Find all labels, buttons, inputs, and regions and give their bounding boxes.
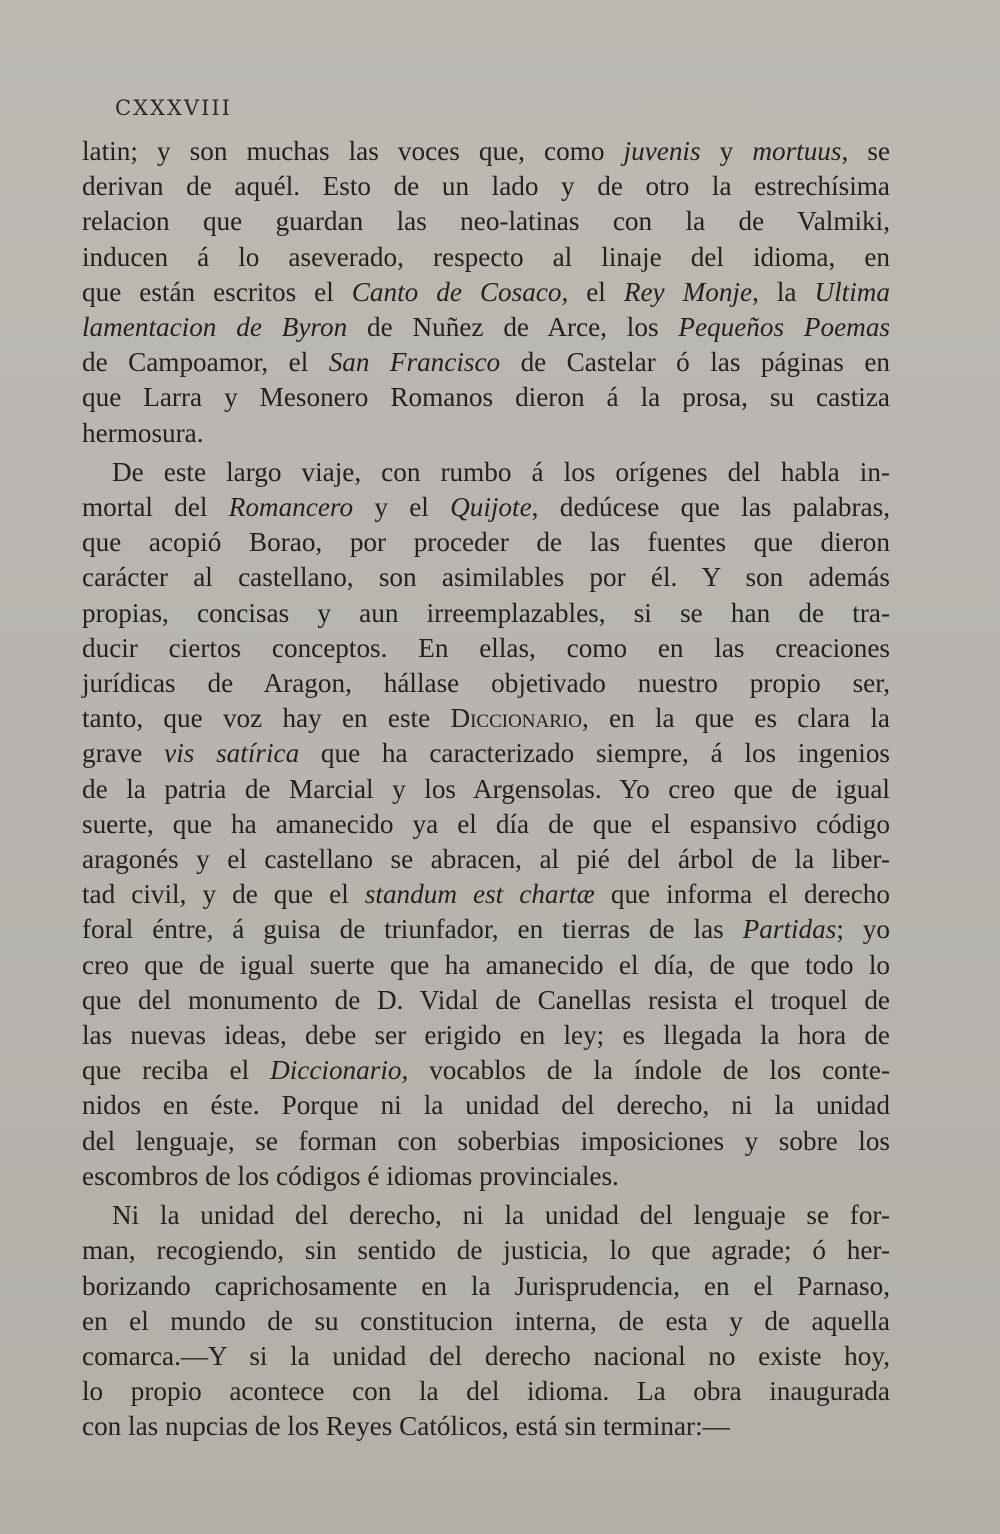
- text-run: , dedúcese que las palabras,: [531, 492, 890, 523]
- text-line: [82, 1053, 890, 1088]
- text-run: las nuevas ideas, debe ser erigido en ley; es llegada la hora de: [82, 1020, 890, 1051]
- text-run: grave: [82, 738, 165, 769]
- text-run: tad civil, y de que el: [82, 879, 365, 910]
- italic-title: San Francisco: [328, 347, 501, 378]
- text-run: nidos en éste. Porque ni la unidad del derecho, ni la unidad: [82, 1090, 890, 1121]
- italic-title: lamentacion de Byron: [82, 312, 348, 343]
- italic-title: standum est chartæ: [364, 879, 595, 910]
- text-run: comarca.—Y si la unidad del derecho nacional no existe hoy,: [82, 1340, 890, 1371]
- text-run: vocablos de la índole de los conte-: [408, 1055, 890, 1086]
- text-line: [82, 525, 890, 560]
- text-run: aragonés y el castellano se abracen, al pié del árbol de la liber-: [82, 844, 890, 875]
- text-run: que informa el derecho: [594, 879, 890, 910]
- text-line: [82, 345, 890, 380]
- italic-title: Diccionario,: [270, 1055, 409, 1086]
- text-line: [82, 490, 890, 525]
- text-run: latin; y son muchas las voces que, como: [82, 136, 624, 166]
- paragraph: [82, 455, 890, 1194]
- text-run: , se: [841, 136, 891, 166]
- text-run: en el mundo de su constitucion interna, de esta y de aquella: [82, 1305, 890, 1336]
- text-run: borizando caprichosamente en la Jurisprudencia, en el Parnaso,: [82, 1270, 890, 1301]
- text-line: [82, 240, 890, 275]
- text-line: [82, 416, 890, 451]
- text-line: [82, 1269, 890, 1304]
- text-line: [82, 1018, 890, 1053]
- text-run: inducen á lo aseverado, respecto al linaje del idioma, en: [82, 241, 890, 272]
- italic-title: Canto de Cosaco,: [351, 276, 569, 307]
- text-run: que del monumento de D. Vidal de Canellas resista el troquel de: [82, 984, 890, 1015]
- text-run: jurídicas de Aragon, hállase objetivado nuestro propio ser,: [82, 668, 890, 699]
- text-run: mortal del: [82, 492, 229, 523]
- text-line: [82, 560, 890, 595]
- text-run: ducir ciertos conceptos. En ellas, como en las creaciones: [82, 632, 890, 663]
- text-run: que reciba el: [82, 1055, 271, 1086]
- text-run: con las nupcias de los Reyes Católicos, está sin terminar:—: [82, 1411, 730, 1442]
- text-run: suerte, que ha amanecido ya el día de que el espansivo código: [82, 808, 890, 839]
- text-line: [82, 596, 890, 631]
- italic-title: vis satírica: [164, 738, 300, 769]
- italic-title: Quijote: [450, 492, 532, 523]
- text-line: [82, 877, 890, 912]
- text-line: [82, 1339, 890, 1374]
- text-line: [82, 701, 890, 736]
- text-line: [82, 1159, 890, 1194]
- text-run: hermosura.: [82, 417, 204, 448]
- text-line: [82, 275, 890, 310]
- text-run: que Larra y Mesonero Romanos dieron á la prosa, su castiza: [82, 382, 890, 413]
- text-line: [82, 1124, 890, 1159]
- text-line: [82, 1233, 890, 1268]
- text-run: tanto, que voz hay en este: [82, 703, 451, 734]
- text-line: [82, 842, 890, 877]
- text-line: [82, 666, 890, 701]
- body-text: [82, 134, 890, 1445]
- text-line: [82, 631, 890, 666]
- text-run: de Nuñez de Arce, los: [347, 312, 679, 343]
- text-run: de la patria de Marcial y los Argensolas. Yo creo que de igual: [82, 773, 890, 804]
- italic-title: Pequeños Poemas: [678, 312, 890, 343]
- text-run: , la: [752, 276, 815, 307]
- text-run: y: [700, 136, 753, 166]
- text-run: de Castelar ó las páginas en: [500, 347, 890, 378]
- page-number: CXXXVIII: [115, 96, 232, 120]
- text-line: [82, 807, 890, 842]
- text-run: que están escritos el: [82, 276, 352, 307]
- text-line: [82, 455, 890, 490]
- small-caps-term: Diccionario: [450, 703, 582, 734]
- text-line: [82, 380, 890, 415]
- italic-title: mortuus: [752, 136, 842, 166]
- text-line: [82, 983, 890, 1018]
- text-run: creo que de igual suerte que ha amanecido el día, de que todo lo: [82, 949, 890, 980]
- text-run: , en la que es clara la: [581, 703, 890, 734]
- text-line: [82, 736, 890, 771]
- text-run: que acopió Borao, por proceder de las fuentes que dieron: [82, 527, 890, 558]
- text-run: el: [568, 276, 624, 307]
- text-run: y el: [353, 492, 451, 523]
- text-run: del lenguaje, se forman con soberbias imposiciones y sobre los: [82, 1125, 890, 1156]
- text-line: [82, 169, 890, 204]
- text-line: [82, 948, 890, 983]
- italic-title: Romancero: [228, 492, 354, 523]
- text-run: escombros de los códigos é idiomas provinciales.: [82, 1160, 619, 1191]
- text-line: [82, 1198, 890, 1233]
- text-run: ; yo: [836, 914, 890, 945]
- text-run: de Campoamor, el: [82, 347, 329, 378]
- text-line: [82, 912, 890, 947]
- text-line: [82, 1409, 890, 1444]
- text-run: man, recogiendo, sin sentido de justicia, lo que agrade; ó her-: [82, 1235, 890, 1266]
- text-run: Ni la unidad del derecho, ni la unidad del lenguaje se for-: [112, 1200, 890, 1231]
- italic-title: juvenis: [623, 136, 701, 166]
- text-line: [82, 310, 890, 345]
- text-run: foral éntre, á guisa de triunfador, en tierras de las: [82, 914, 743, 945]
- text-run: propias, concisas y aun irreemplazables, si se han de tra-: [82, 597, 890, 628]
- text-line: [82, 1374, 890, 1409]
- text-line: [82, 1088, 890, 1123]
- italic-title: Ultima: [814, 276, 890, 307]
- text-run: relacion que guardan las neo-latinas con la de Valmiki,: [82, 206, 890, 237]
- text-line: [82, 134, 890, 169]
- text-run: lo propio acontece con la del idioma. La obra inaugurada: [82, 1376, 890, 1407]
- italic-title: Rey Monje: [623, 276, 753, 307]
- text-line: [82, 204, 890, 239]
- italic-title: Partidas: [742, 914, 837, 945]
- text-run: De este largo viaje, con rumbo á los orígenes del habla in-: [112, 456, 890, 487]
- text-line: [82, 1304, 890, 1339]
- paragraph: [82, 134, 890, 451]
- text-run: derivan de aquél. Esto de un lado y de otro la estrechísima: [82, 171, 890, 202]
- paragraph: [82, 1198, 890, 1444]
- text-line: [82, 772, 890, 807]
- text-run: que ha caracterizado siempre, á los ingenios: [299, 738, 890, 769]
- text-run: carácter al castellano, son asimilables por él. Y son además: [82, 562, 890, 593]
